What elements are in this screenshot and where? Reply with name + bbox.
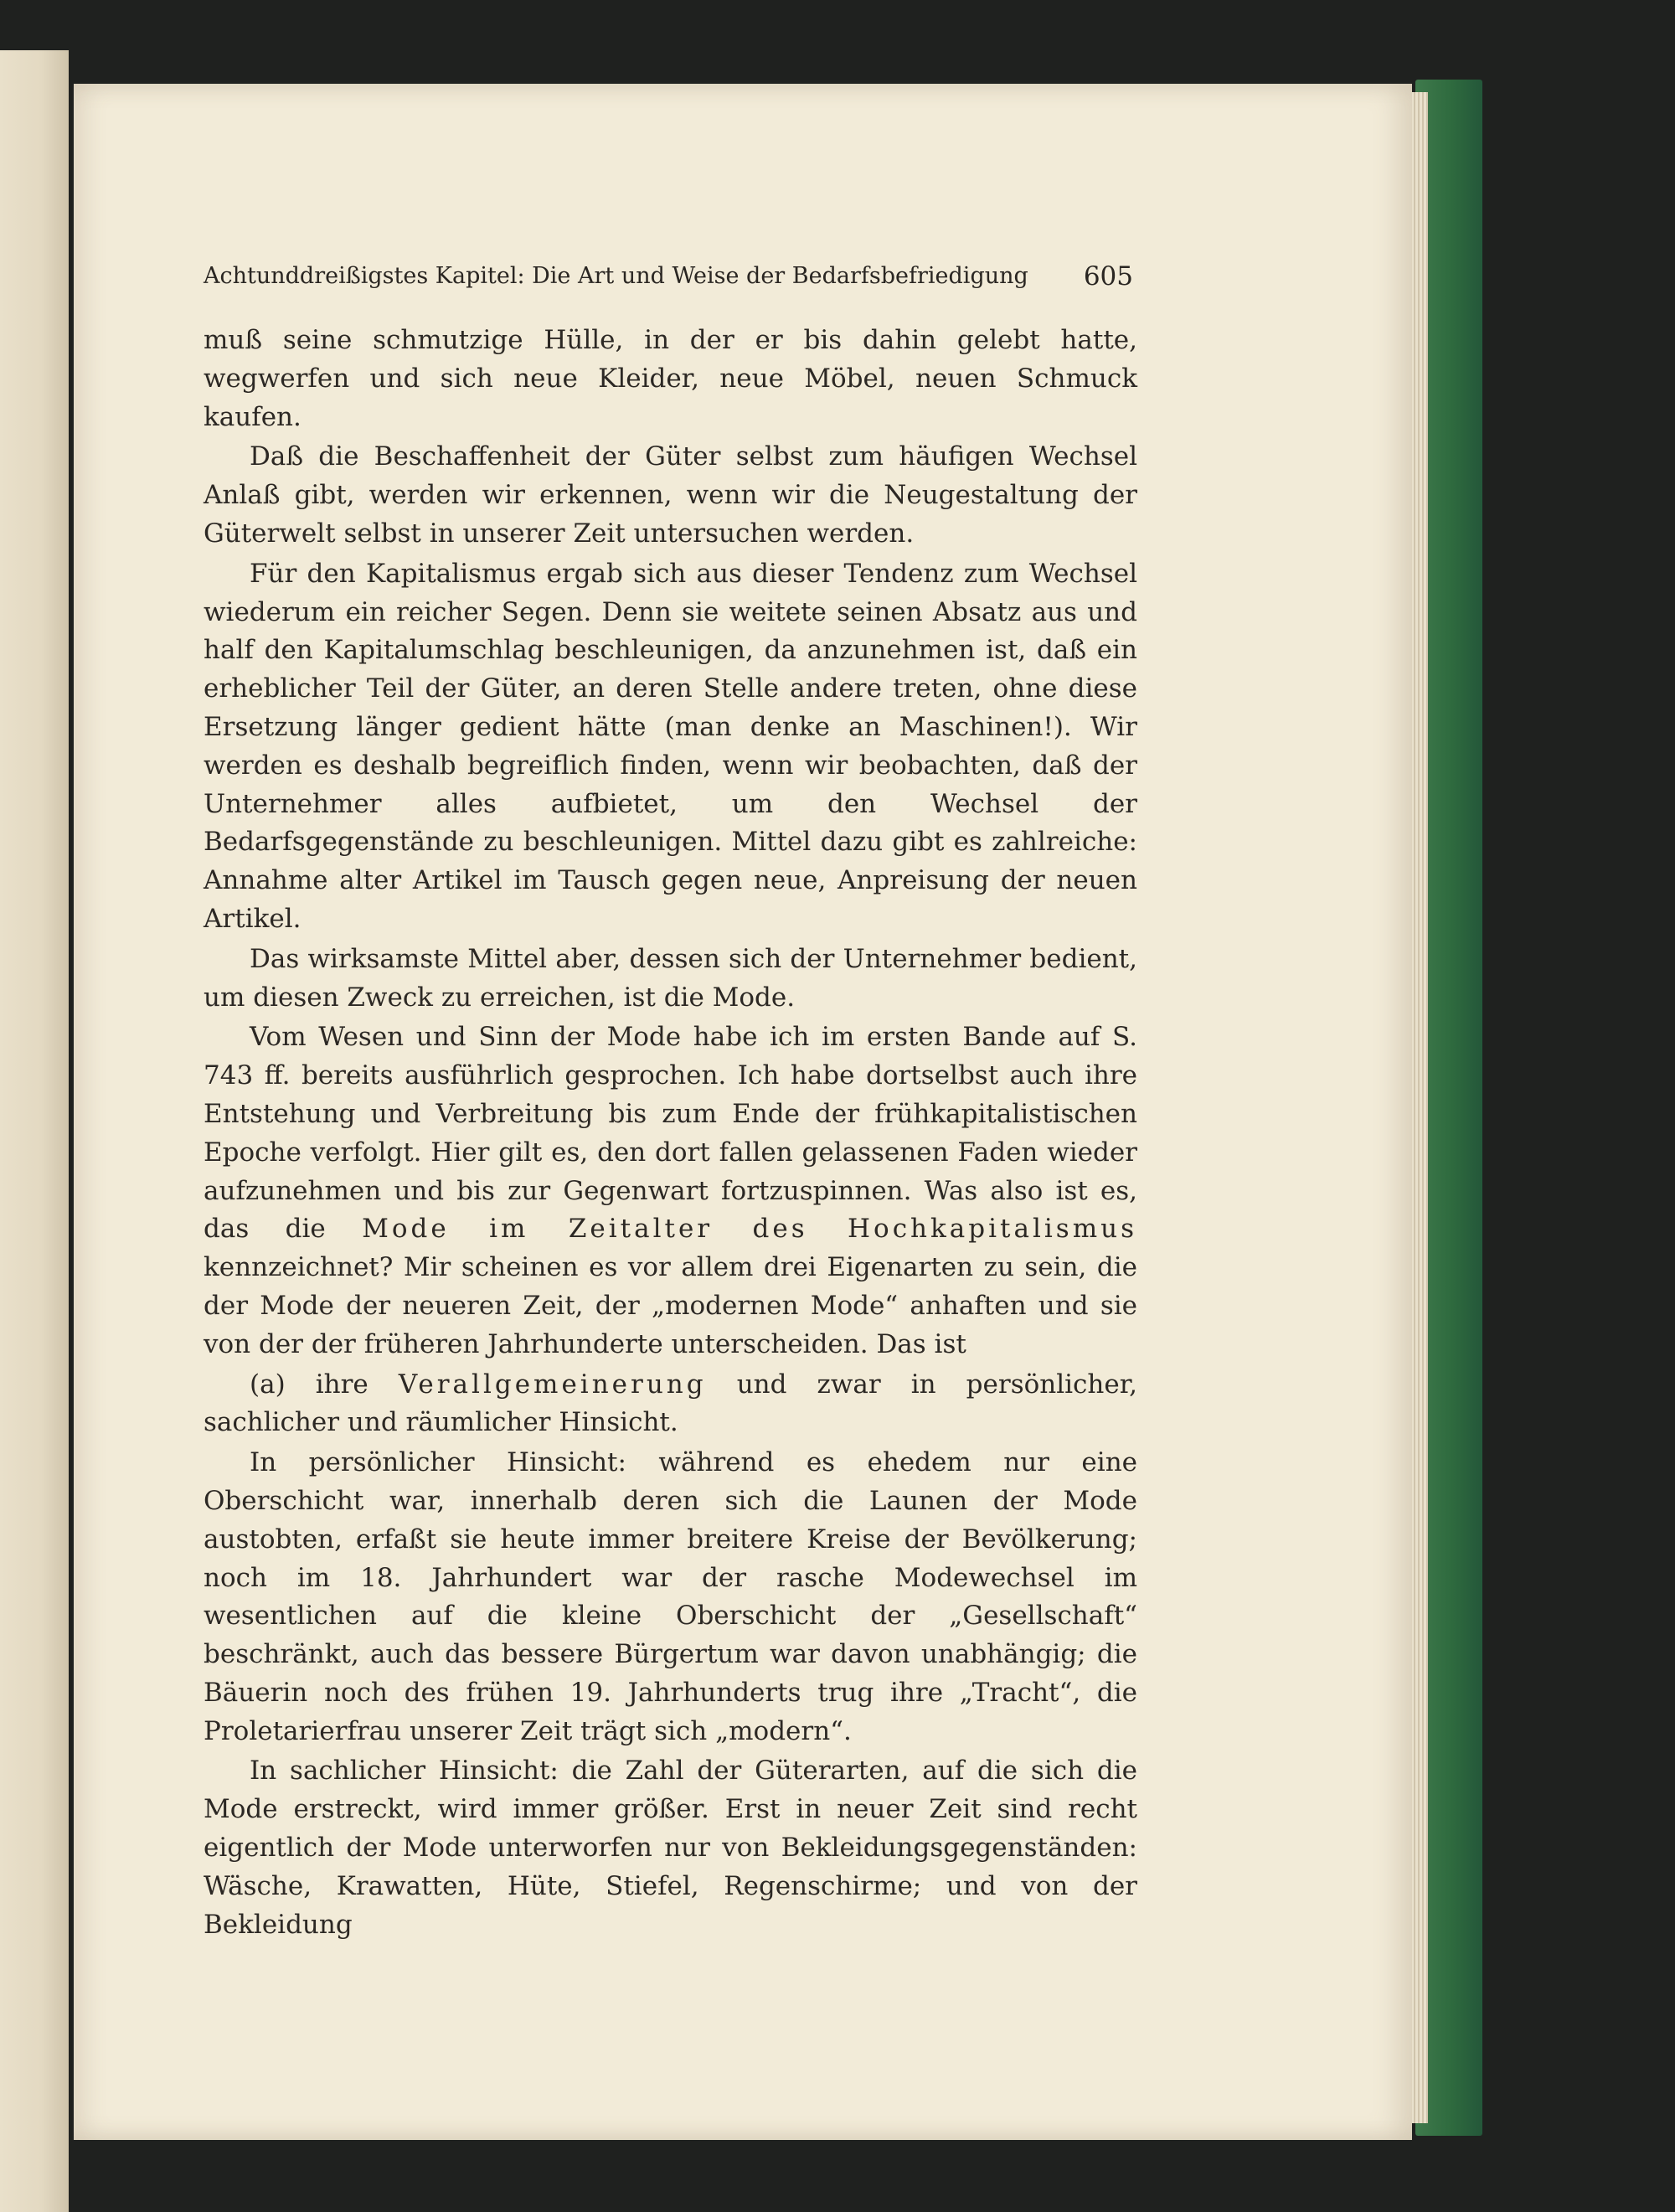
page-number: 605 bbox=[1083, 261, 1133, 291]
paragraph-5 bbox=[204, 1018, 1137, 1364]
paragraph-5-end: kennzeichnet? Mir scheinen es vor allem drei Eigenarten zu sein, die der Mode der neueren Zeit, der „modernen Mode“ anhaften und sie von der der früheren Jahrhunderte unterscheiden. Das ist bbox=[204, 1252, 1137, 1359]
running-header bbox=[204, 263, 1133, 293]
paragraph-6-end: und zwar in persönlicher, sachlicher und räumlicher Hinsicht. bbox=[204, 1369, 1137, 1438]
spaced-emphasis: Verallgemeinerung bbox=[398, 1369, 707, 1400]
running-head-title: Achtunddreißigstes Kapitel: Die Art und Weise der Bedarfsbefriedigung bbox=[204, 263, 1028, 289]
spaced-emphasis: Mode im Zeitalter des Hochkapitalismus bbox=[362, 1214, 1137, 1245]
paragraph-6-start: (a) ihre bbox=[250, 1369, 368, 1400]
paragraph-3: Für den Kapitalismus ergab sich aus dieser Tendenz zum Wechsel wiederum ein reicher Segen. Denn sie weitete seinen Absatz aus und half den Kapitalumschlag beschleunigen, da anzunehmen ist, daß ein erheblicher Teil der Güter, an deren Stelle andere treten, ohne diese Ersetzung länger gedient hätte (man denke an Maschinen!). Wir werden es deshalb begreiflich finden, wenn wir beobachten, daß der Unternehmer alles aufbietet, um den Wechsel der Bedarfsgegenstände zu beschleunigen. Mittel dazu gibt es zahlreiche: Annahme alter Artikel im Tausch gegen neue, Anpreisung der neuen Artikel. bbox=[204, 558, 1137, 934]
paragraph-8: In sachlicher Hinsicht: die Zahl der Güterarten, auf die sich die Mode erstreckt, wird immer größer. Erst in neuer Zeit sind recht eigentlich der Mode unterworfen nur von Bekleidungsgegenständen: Wäsche, Krawatten, Hüte, Stiefel, Regenschirme; und von der Bekleidung bbox=[204, 1756, 1137, 1940]
paragraph-4: Das wirksamste Mittel aber, dessen sich der Unternehmer bedient, um diesen Zweck zu erreichen, ist die Mode. bbox=[204, 943, 1137, 1013]
page-body-text bbox=[204, 322, 1137, 1946]
paragraph-1: muß seine schmutzige Hülle, in der er bis dahin gelebt hatte, wegwerfen und sich neue Kleider, neue Möbel, neuen Schmuck kaufen. bbox=[204, 325, 1137, 432]
paragraph-5-start: Vom Wesen und Sinn der Mode habe ich im ersten Bande auf S. 743 ff. bereits ausführlich gesprochen. Ich habe dortselbst auch ihre Entstehung und Verbreitung bis zum Ende der frühkapitalistischen Epoche verfolgt. Hier gilt es, den dort fallen gelassenen Faden wieder aufzunehmen und bis zur Gegenwart fortzuspinnen. Was also ist es, das die bbox=[204, 1022, 1137, 1245]
paragraph-6 bbox=[204, 1366, 1137, 1443]
paragraph-7: In persönlicher Hinsicht: während es ehedem nur eine Oberschicht war, innerhalb deren sich die Launen der Mode austobten, erfaßt sie heute immer breitere Kreise der Bevölkerung; noch im 18. Jahrhundert war der rasche Modewechsel im wesentlichen auf die kleine Oberschicht der „Gesellschaft“ beschränkt, auch das bessere Bürgertum war davon unabhängig; die Bäuerin noch des frühen 19. Jahrhunderts trug ihre „Tracht“, die Proletarierfrau unserer Zeit trägt sich „modern“. bbox=[204, 1447, 1137, 1746]
facing-page-edge bbox=[0, 50, 69, 2212]
paragraph-2: Daß die Beschaffenheit der Güter selbst zum häufigen Wechsel Anlaß gibt, werden wir erkennen, wenn wir die Neugestaltung der Güterwelt selbst in unserer Zeit untersuchen werden. bbox=[204, 441, 1137, 549]
